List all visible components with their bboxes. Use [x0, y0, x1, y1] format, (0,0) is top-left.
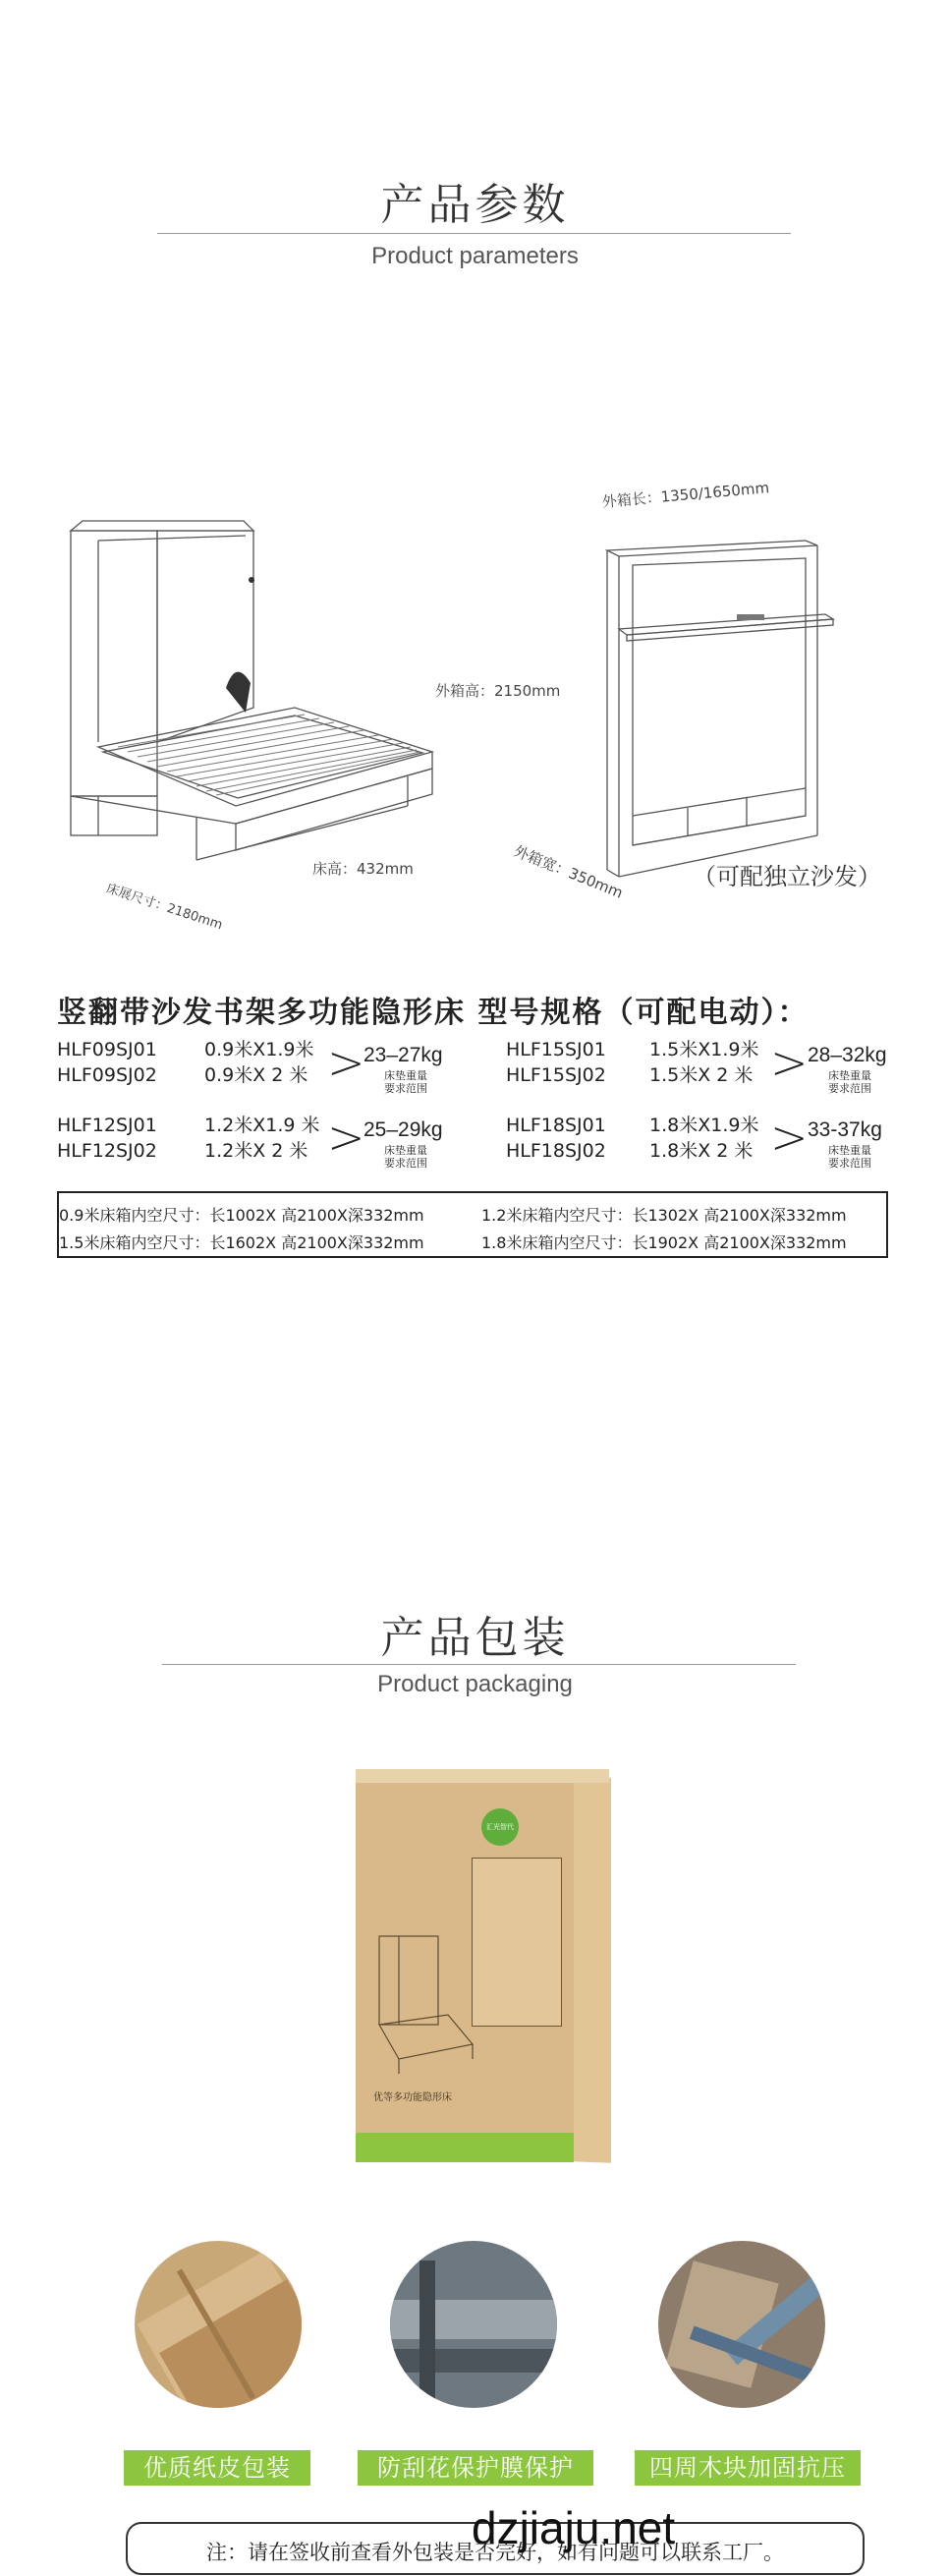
- params-subtitle: Product parameters: [371, 243, 579, 269]
- box-product-label: 优等多功能隐形床: [373, 2092, 452, 2103]
- kraft-paper-photo: [135, 2241, 302, 2408]
- packaging-divider: [162, 1664, 796, 1665]
- notice-text: 注：请在签收前查看外包装是否完好，如有问题可以联系工厂。: [206, 2541, 784, 2564]
- package-box-image: [356, 1769, 611, 2162]
- wood-block-photo: [658, 2241, 825, 2408]
- mattress-weight: 28–32kg: [808, 1044, 887, 1066]
- mattress-weight: 33-37kg: [808, 1118, 882, 1141]
- model-size: 1.2米X 2 米: [204, 1140, 308, 1162]
- dim-bed-height: 床高：432mm: [312, 860, 414, 878]
- model-size: 1.5米X 2 米: [649, 1064, 754, 1086]
- model-size: 0.9米X 2 米: [204, 1064, 308, 1086]
- weight-note: 床垫重量 要求范围: [828, 1144, 871, 1170]
- model-code: HLF18SJ01: [506, 1115, 606, 1136]
- dim-bed-size: 床展尺寸：2180mm: [104, 881, 225, 934]
- dim-height: 外箱高：2150mm: [435, 682, 561, 700]
- feature-badge: 四周木块加固抗压: [635, 2450, 861, 2486]
- watermark: dzjiaju.net: [472, 2502, 676, 2553]
- packaging-subtitle: Product packaging: [377, 1671, 573, 1697]
- inner-size-box: [57, 1191, 888, 1258]
- spec-label: [472, 1858, 562, 2027]
- brand-logo: 汇光智代: [481, 1808, 519, 1846]
- inner-size: 1.8米床箱内空尺寸：长1902X 高2100X深332mm: [481, 1233, 847, 1252]
- package-green-band: [356, 2133, 574, 2162]
- film-band: [390, 2349, 557, 2373]
- params-title: 产品参数: [380, 180, 570, 230]
- spec-heading: 竖翻带沙发书架多功能隐形床 型号规格（可配电动）：: [57, 996, 810, 1030]
- dim-length: 外箱长：1350/1650mm: [601, 479, 770, 511]
- protective-film-photo: [390, 2241, 557, 2408]
- model-code: HLF15SJ01: [506, 1039, 606, 1060]
- greater-than-icon: >: [770, 1036, 809, 1089]
- mattress-weight: 23–27kg: [363, 1044, 443, 1066]
- model-code: HLF09SJ02: [57, 1064, 157, 1086]
- model-code: HLF12SJ02: [57, 1140, 157, 1162]
- params-divider: [157, 233, 791, 234]
- package-side: [572, 1776, 611, 2162]
- greater-than-icon: >: [327, 1111, 365, 1164]
- film-frame: [419, 2261, 435, 2408]
- package-top: [356, 1769, 609, 1783]
- inner-size: 1.2米床箱内空尺寸：长1302X 高2100X深332mm: [481, 1206, 847, 1225]
- greater-than-icon: >: [327, 1036, 365, 1089]
- model-size: 1.2米X1.9 米: [204, 1115, 320, 1136]
- model-size: 1.5米X1.9米: [649, 1039, 759, 1060]
- model-code: HLF12SJ01: [57, 1115, 157, 1136]
- model-size: 1.8米X 2 米: [649, 1140, 754, 1162]
- film-band: [390, 2300, 557, 2339]
- model-size: 1.8米X1.9米: [649, 1115, 759, 1136]
- weight-note: 床垫重量 要求范围: [384, 1069, 427, 1095]
- mattress-weight: 25–29kg: [363, 1118, 443, 1141]
- weight-note: 床垫重量 要求范围: [828, 1069, 871, 1095]
- feature-badge: 防刮花保护膜保护: [358, 2450, 593, 2486]
- model-code: HLF09SJ01: [57, 1039, 157, 1060]
- inner-size: 0.9米床箱内空尺寸：长1002X 高2100X深332mm: [59, 1206, 424, 1225]
- bed-open-drawing: [59, 511, 452, 904]
- feature-badge: 优质纸皮包装: [124, 2450, 310, 2486]
- packaging-title: 产品包装: [380, 1613, 570, 1663]
- dim-width: 外箱宽：350mm: [511, 841, 626, 902]
- sofa-note: （可配独立沙发）: [693, 863, 881, 890]
- bed-illustration: [369, 1926, 477, 2084]
- model-code: HLF15SJ02: [506, 1064, 606, 1086]
- weight-note: 床垫重量 要求范围: [384, 1144, 427, 1170]
- inner-size: 1.5米床箱内空尺寸：长1602X 高2100X深332mm: [59, 1233, 424, 1252]
- cabinet-closed-drawing: [589, 521, 835, 885]
- greater-than-icon: >: [770, 1111, 809, 1164]
- model-size: 0.9米X1.9米: [204, 1039, 314, 1060]
- model-code: HLF18SJ02: [506, 1140, 606, 1162]
